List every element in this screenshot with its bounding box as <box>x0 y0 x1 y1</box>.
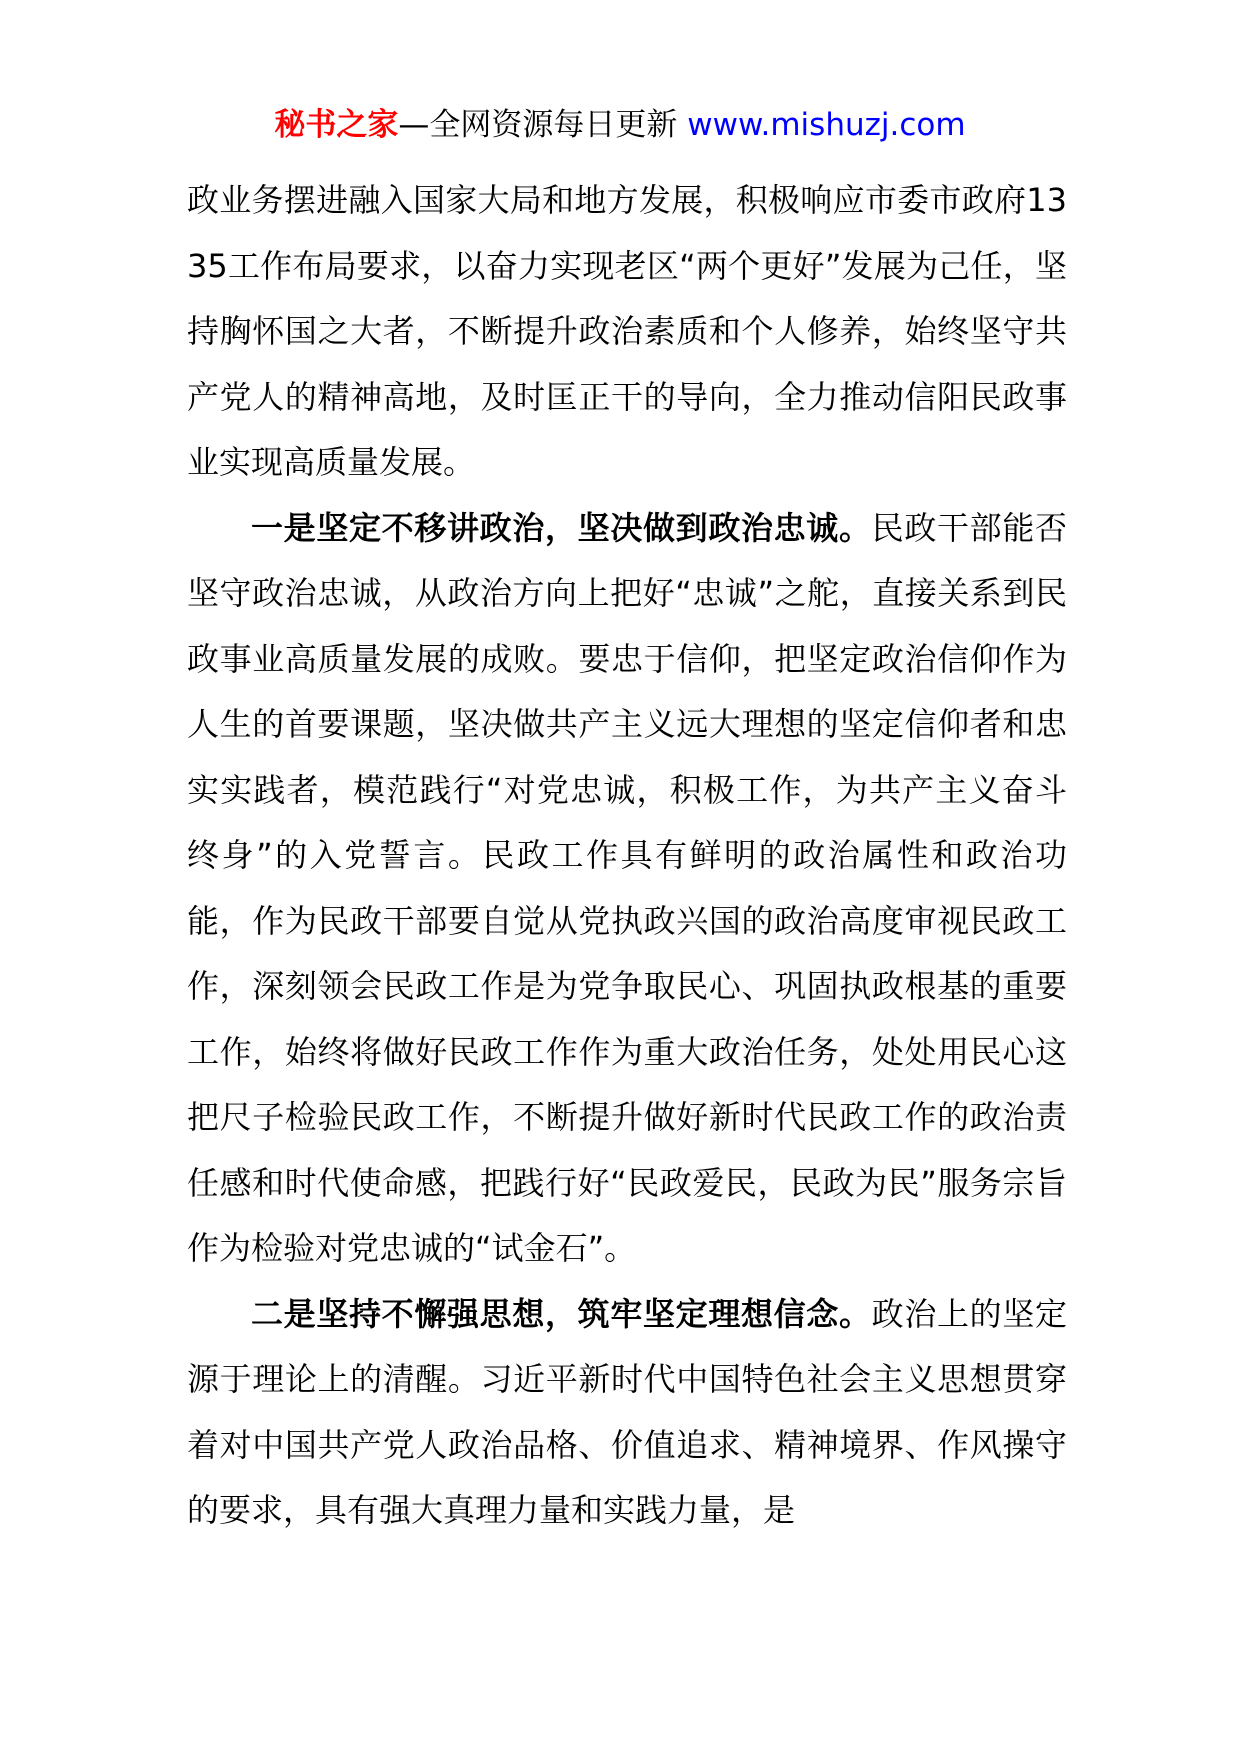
paragraph-text: 政业务摆进融入国家大局和地方发展，积极响应市委市政府1335工作布局要求，以奋力实现老区“两个更好”发展为己任，坚持胸怀国之大者，不断提升政治素质和个人修养，始终坚守共产党人的精神高地，及时匡正干的导向，全力推动信阳民政事业实现高质量发展。 <box>187 181 1067 481</box>
site-tagline: —全网资源每日更新 <box>398 107 688 143</box>
paragraph-lead-heading: 一是坚定不移讲政治，坚决做到政治忠诚。 <box>251 508 872 547</box>
paragraph-text: 政治上的坚定源于理论上的清醒。习近平新时代中国特色社会主义思想贯穿着对中国共产党人政治品格、价值追求、精神境界、作风操守的要求，具有强大真理力量和实践力量，是 <box>187 1294 1067 1529</box>
document-body <box>187 168 1067 1544</box>
paragraph-lead-heading: 二是坚持不懈强思想，筑牢坚定理想信念。 <box>251 1294 872 1333</box>
paragraph-continuation <box>187 168 1067 496</box>
paragraph-political-loyalty <box>187 496 1067 1282</box>
paragraph-text: 民政干部能否坚守政治忠诚，从政治方向上把好“忠诚”之舵，直接关系到民政事业高质量发展的成败。要忠于信仰，把坚定政治信仰作为人生的首要课题，坚决做共产主义远大理想的坚定信仰者和忠实实践者，模范践行“对党忠诚，积极工作，为共产主义奋斗终身”的入党誓言。民政工作具有鲜明的政治属性和政治功能，作为民政干部要自觉从党执政兴国的政治高度审视民政工作，深刻领会民政工作是为党争取民心、巩固执政根基的重要工作，始终将做好民政工作作为重大政治任务，处处用民心这把尺子检验民政工作，不断提升做好新时代民政工作的政治责任感和时代使命感，把践行好“民政爱民，民政为民”服务宗旨作为检验对党忠诚的“试金石”。 <box>187 508 1067 1267</box>
site-header <box>0 103 1240 147</box>
site-url-link[interactable]: www.mishuzj.com <box>687 107 966 143</box>
site-brand: 秘书之家 <box>274 107 399 143</box>
paragraph-ideals-beliefs <box>187 1282 1067 1544</box>
